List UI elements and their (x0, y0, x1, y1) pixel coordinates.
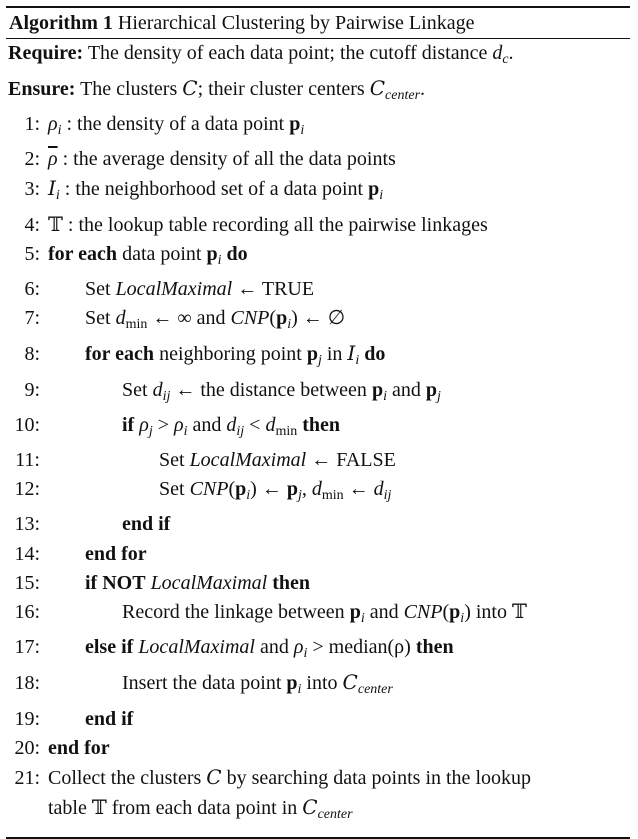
algorithm-title-text: Hierarchical Clustering by Pairwise Linkage (117, 12, 475, 34)
algo-line-5: 5: for each data point $p_i$ do (24, 242, 248, 268)
algo-line-16: 16: Record the linkage between $p_i$ and $CNP(p_i)$ into 𝕋 (14, 601, 527, 627)
algo-line-7: 7: Set $d_{min}$ ← ∞ and $CNP(p_i)$ ← ∅ (24, 307, 346, 333)
algo-line-19: 19: end if (14, 707, 134, 730)
algo-line-20: 20: end for (14, 736, 110, 759)
algorithm-lines (6, 110, 630, 829)
algorithm-box (6, 6, 630, 839)
algo-line-6: 6: Set LocalMaximal ← TRUE (24, 278, 315, 301)
require-text: The density of each data point; the cutoff distance (87, 42, 488, 64)
algo-line-9: 9: Set $d_{ij}$ ← the distance between $p_i$ and $p_j$ (24, 378, 441, 404)
algo-line-14: 14: end for (14, 542, 147, 565)
algo-line-13: 13: end if (14, 513, 171, 536)
algo-line-3: 3: $I_i$ : the neighborhood set of a data point $p_i$ (24, 176, 384, 204)
algo-line-12: 12: Set $CNP(p_i)$ ← $p_j$, $d_{min}$ ← $d_{ij}$ (14, 478, 392, 504)
algo-line-10: 10: if $\rho_j > \rho_i$ and $d_{ij} < d_{min}$ then (14, 413, 341, 439)
ensure-text-2: ; their cluster centers (197, 78, 365, 100)
algo-line-1: 1: $\rho_i$ : the density of a data point $p_i$ (24, 113, 305, 138)
algo-line-11: 11: Set LocalMaximal ← FALSE (15, 449, 396, 472)
algorithm-title (6, 8, 630, 38)
require-line: Require: The density of each data point; the cutoff distance $d_c$. (8, 42, 514, 67)
algo-line-21-continuation: table 𝕋 from each data point in $C_{center}$ (48, 795, 353, 823)
algo-line-17: 17: else if LocalMaximal and $\rho_i$ > median(ρ) then (14, 636, 454, 662)
ensure-text: The clusters (80, 78, 178, 100)
algo-line-8: 8: for each neighboring point $p_j$ in $I_i$ do (24, 341, 386, 369)
ensure-line: Ensure: The clusters C; their cluster centers $C_{center}$. (8, 76, 426, 103)
ensure-keyword: Ensure: (8, 78, 76, 100)
require-keyword: Require: (8, 42, 84, 64)
algo-line-18: 18: Insert the data point $p_i$ into $C_{center}$ (14, 670, 393, 698)
algo-line-21: 21: Collect the clusters C by searching data points in the lookup (14, 765, 531, 790)
algo-line-15: 15: if NOT LocalMaximal then (14, 571, 311, 594)
algo-line-2: 2: $\overline{\rho}$ : the average density of all the data points (24, 148, 396, 171)
algo-line-4: 4: 𝕋 : the lookup table recording all the pairwise linkages (24, 213, 488, 236)
algorithm-label: Algorithm 1 (9, 12, 113, 34)
